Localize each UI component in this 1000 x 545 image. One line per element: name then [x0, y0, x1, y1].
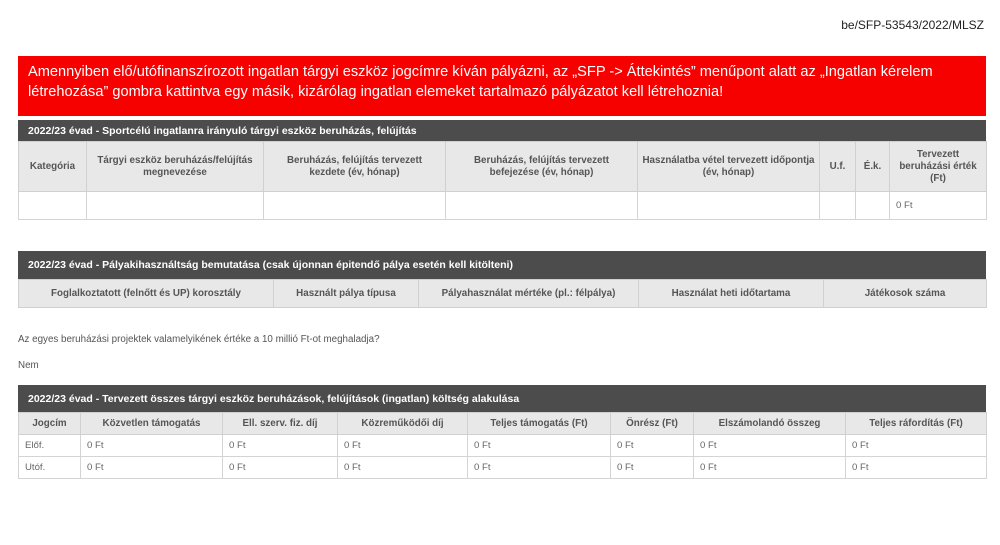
table-header-row: [19, 280, 987, 308]
table-cell: 0 Ft: [468, 457, 611, 479]
table-cell: 0 Ft: [611, 457, 694, 479]
table-cell: [638, 192, 820, 220]
question-answer: Nem: [18, 360, 39, 371]
question-text: Az egyes beruházási projektek valamelyikének értéke a 10 millió Ft-ot meghaladja?: [18, 334, 380, 345]
table-cell: 0 Ft: [81, 435, 223, 457]
column-header: Foglalkoztatott (felnőtt és UP) korosztály: [19, 280, 274, 308]
column-header: Közreműködői díj: [338, 413, 468, 435]
table-cell: [856, 192, 890, 220]
column-header: U.f.: [820, 142, 856, 192]
table-cell: 0 Ft: [81, 457, 223, 479]
column-header: Tárgyi eszköz beruházás/felújítás megnevezése: [87, 142, 264, 192]
table-cell: 0 Ft: [223, 435, 338, 457]
table-cell: [87, 192, 264, 220]
section-header-asset-investment: 2022/23 évad - Sportcélú ingatlanra irányuló tárgyi eszköz beruházás, felújítás: [18, 120, 986, 141]
column-header: Jogcím: [19, 413, 81, 435]
table-header-row: [19, 142, 987, 192]
section-header-cost-breakdown: 2022/23 évad - Tervezett összes tárgyi eszköz beruházások, felújítások (ingatlan) költség alakulása: [18, 385, 986, 412]
table-cell: 0 Ft: [468, 435, 611, 457]
table-row: [19, 457, 987, 479]
column-header: É.k.: [856, 142, 890, 192]
pitch-usage-table: [18, 279, 987, 308]
table-cell: 0 Ft: [223, 457, 338, 479]
table-cell: Előf.: [19, 435, 81, 457]
column-header: Játékosok száma: [824, 280, 987, 308]
warning-banner: Amennyiben elő/utófinanszírozott ingatlan tárgyi eszköz jogcímre kíván pályázni, az „SFP -> Áttekintés” menűpont alatt az „Ingatlan kérelem létrehozása” gombra kattintva egy másik, kizárólag ingatlan elemeket tartalmazó pályázatot kell létrehoznia!: [18, 56, 986, 116]
column-header: Pályahasználat mértéke (pl.: félpálya): [419, 280, 639, 308]
table-cell: Utóf.: [19, 457, 81, 479]
column-header: Használatba vétel tervezett időpontja (év, hónap): [638, 142, 820, 192]
table-cell: 0 Ft: [694, 457, 846, 479]
table-row: [19, 435, 987, 457]
column-header: Használt pálya típusa: [274, 280, 419, 308]
column-header: Önrész (Ft): [611, 413, 694, 435]
table-cell: [446, 192, 638, 220]
column-header: Teljes ráfordítás (Ft): [846, 413, 987, 435]
column-header: Teljes támogatás (Ft): [468, 413, 611, 435]
column-header: Használat heti időtartama: [639, 280, 824, 308]
table-header-row: [19, 413, 987, 435]
table-cell: 0 Ft: [338, 435, 468, 457]
table-cell: 0 Ft: [846, 457, 987, 479]
cost-breakdown-table: [18, 412, 987, 479]
table-cell: [820, 192, 856, 220]
table-cell: 0 Ft: [694, 435, 846, 457]
column-header: Kategória: [19, 142, 87, 192]
table-cell: [19, 192, 87, 220]
asset-investment-table: [18, 141, 987, 220]
column-header: Ell. szerv. fiz. díj: [223, 413, 338, 435]
column-header: Beruházás, felújítás tervezett kezdete (év, hónap): [264, 142, 446, 192]
table-cell: [264, 192, 446, 220]
table-cell: 0 Ft: [890, 192, 987, 220]
reference-number: be/SFP-53543/2022/MLSZ: [841, 18, 984, 32]
column-header: Közvetlen támogatás: [81, 413, 223, 435]
table-row: [19, 192, 987, 220]
table-cell: 0 Ft: [338, 457, 468, 479]
column-header: Beruházás, felújítás tervezett befejezése (év, hónap): [446, 142, 638, 192]
section-header-pitch-usage: 2022/23 évad - Pályakihasználtság bemutatása (csak újonnan épitendő pálya esetén kell kitölteni): [18, 251, 986, 279]
column-header: Tervezett beruházási érték (Ft): [890, 142, 987, 192]
table-cell: 0 Ft: [846, 435, 987, 457]
column-header: Elszámolandó összeg: [694, 413, 846, 435]
table-cell: 0 Ft: [611, 435, 694, 457]
